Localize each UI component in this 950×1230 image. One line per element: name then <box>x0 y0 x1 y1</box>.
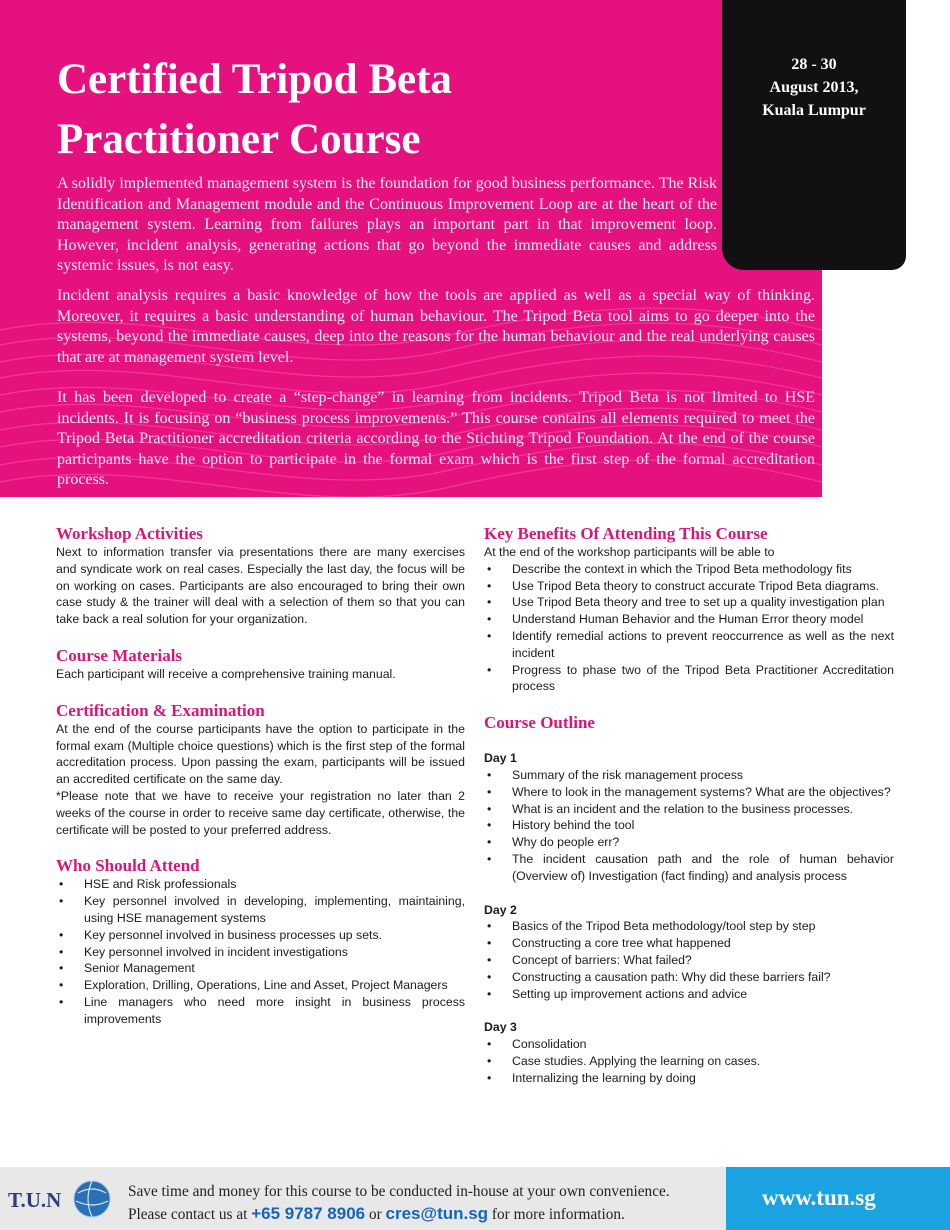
footer-message-or: or <box>368 1206 382 1223</box>
list-item: • The incident causation path and the role of human behavior (Overview of) Investigation (fact finding) and analysis process <box>484 851 894 885</box>
attend-list <box>56 876 465 1027</box>
course-title-line1: Certified Tripod Beta <box>57 56 452 103</box>
tun-logo <box>8 1179 113 1219</box>
list-item: • Basics of the Tripod Beta methodology/tool step by step <box>484 918 894 935</box>
day1-label: Day 1 <box>484 751 517 766</box>
event-dates: 28 - 30 <box>791 56 837 73</box>
footer-message-pre: Please contact us at <box>128 1206 248 1223</box>
list-item: • Senior Management <box>56 960 465 977</box>
list-item: • Key personnel involved in business processes up sets. <box>56 927 465 944</box>
list-item: • Progress to phase two of the Tripod Beta Practitioner Accreditation process <box>484 662 894 696</box>
list-item: • History behind the tool <box>484 817 894 834</box>
list-item: • Consolidation <box>484 1036 894 1053</box>
email-link[interactable]: cres@tun.sg <box>385 1204 489 1223</box>
attend-heading: Who Should Attend <box>56 856 200 876</box>
logo-text: T.U.N <box>8 1188 62 1212</box>
list-item: • Key personnel involved in incident investigations <box>56 944 465 961</box>
left-column <box>56 524 465 1028</box>
intro-paragraph-2: Incident analysis requires a basic knowledge of how the tools are applied as well as a special way of thinking. Moreover, it requires a basic understanding of human behaviour. The Tripod Beta tool aims to go deeper into the systems, beyond the immediate causes, deep into the reasons for the human behaviour and the real underlying causes that are at management system level. <box>57 287 815 366</box>
website-banner[interactable] <box>726 1167 950 1230</box>
day2-list <box>484 918 894 1002</box>
list-item: • Exploration, Drilling, Operations, Line and Asset, Project Managers <box>56 977 465 994</box>
list-item: • Summary of the risk management process <box>484 767 894 784</box>
hero-banner <box>0 0 822 497</box>
list-item: • Line managers who need more insight in business process improvements <box>56 994 465 1028</box>
footer-message-line1: Save time and money for this course to be conducted in-house at your own convenience. <box>128 1183 670 1200</box>
benefits-list <box>484 561 894 695</box>
list-item: • Use Tripod Beta theory to construct accurate Tripod Beta diagrams. <box>484 578 894 595</box>
list-item: • Constructing a causation path: Why did these barriers fail? <box>484 969 894 986</box>
list-item: • Key personnel involved in developing, implementing, maintaining, using HSE management systems <box>56 893 465 927</box>
phone-number[interactable]: +65 9787 8906 <box>251 1204 366 1223</box>
list-item: • Case studies. Applying the learning on cases. <box>484 1053 894 1070</box>
list-item: • Internalizing the learning by doing <box>484 1070 894 1087</box>
list-item: • Use Tripod Beta theory and tree to set up a quality investigation plan <box>484 594 894 611</box>
footer-banner <box>0 1167 950 1230</box>
list-item: • Setting up improvement actions and advice <box>484 986 894 1003</box>
certification-note: *Please note that we have to receive your registration no later than 2 weeks of the course in order to receive same day certificate, otherwise, the certificate will be posted to your preferred address. <box>56 788 465 837</box>
intro-paragraph-1: A solidly implemented management system is the foundation for good business performance. The Risk Identification and Management module and the Continuous Improvement Loop are at the heart of the management system. Learning from failures plays an important part in that improvement loop. However, incident analysis, generating actions that go beyond the immediate causes and address systemic issues, is not easy. <box>57 175 717 274</box>
materials-text: Each participant will receive a comprehensive training manual. <box>56 666 396 681</box>
materials-heading: Course Materials <box>56 645 183 665</box>
certification-text: At the end of the course participants have the option to participate in the formal exam (Multiple choice questions) which is the first step of the formal accreditation process. Upon passing the exam, participants will be issued an accredited certificate on the same day. <box>56 721 465 787</box>
list-item: • Where to look in the management systems? What are the objectives? <box>484 784 894 801</box>
list-item: • Concept of barriers: What failed? <box>484 952 894 969</box>
course-title <box>57 50 657 170</box>
list-item: • What is an incident and the relation to the business processes. <box>484 801 894 818</box>
right-column <box>484 524 894 1087</box>
list-item: • Identify remedial actions to prevent reoccurrence as well as the next incident <box>484 628 894 662</box>
workshop-text: Next to information transfer via presentations there are many exercises and syndicate work on real cases. Especially the last day, the focus will be on working on cases. Participants are also encouraged to bring their own case study & the trainer will deal with a selection of them so that you can take back a real solution for your organization. <box>56 545 465 627</box>
workshop-heading: Workshop Activities <box>56 524 203 543</box>
benefits-intro: At the end of the workshop participants will be able to <box>484 545 775 559</box>
website-link[interactable]: www.tun.sg <box>762 1185 876 1210</box>
benefits-heading: Key Benefits Of Attending This Course <box>484 524 768 543</box>
day1-list <box>484 767 894 885</box>
event-date-box <box>722 0 906 270</box>
event-month-year: August 2013, <box>769 79 859 96</box>
list-item: • HSE and Risk professionals <box>56 876 465 893</box>
course-title-line2: Practitioner Course <box>57 116 421 163</box>
day3-label: Day 3 <box>484 1020 517 1035</box>
list-item: • Understand Human Behavior and the Human Error theory model <box>484 611 894 628</box>
day3-list <box>484 1036 894 1086</box>
event-location: Kuala Lumpur <box>762 102 866 119</box>
list-item: • Why do people err? <box>484 834 894 851</box>
footer-message <box>128 1181 716 1226</box>
outline-heading: Course Outline <box>484 713 595 733</box>
list-item: • Constructing a core tree what happened <box>484 935 894 952</box>
footer-message-post: for more information. <box>491 1206 625 1223</box>
day2-label: Day 2 <box>484 902 517 917</box>
certification-heading: Certification & Examination <box>56 700 265 720</box>
intro-paragraph-3: It has been developed to create a “step-change” in learning from incidents. Tripod Beta is not limited to HSE incidents. It is focusing on “business process improvements.” This course contains all elements required to meet the Tripod Beta Practitioner accreditation criteria according to the Stichting Tripod Foundation. At the end of the course participants have the option to participate in the formal exam which is the first step of the formal accreditation process. <box>57 389 815 488</box>
list-item: • Describe the context in which the Tripod Beta methodology fits <box>484 561 894 578</box>
